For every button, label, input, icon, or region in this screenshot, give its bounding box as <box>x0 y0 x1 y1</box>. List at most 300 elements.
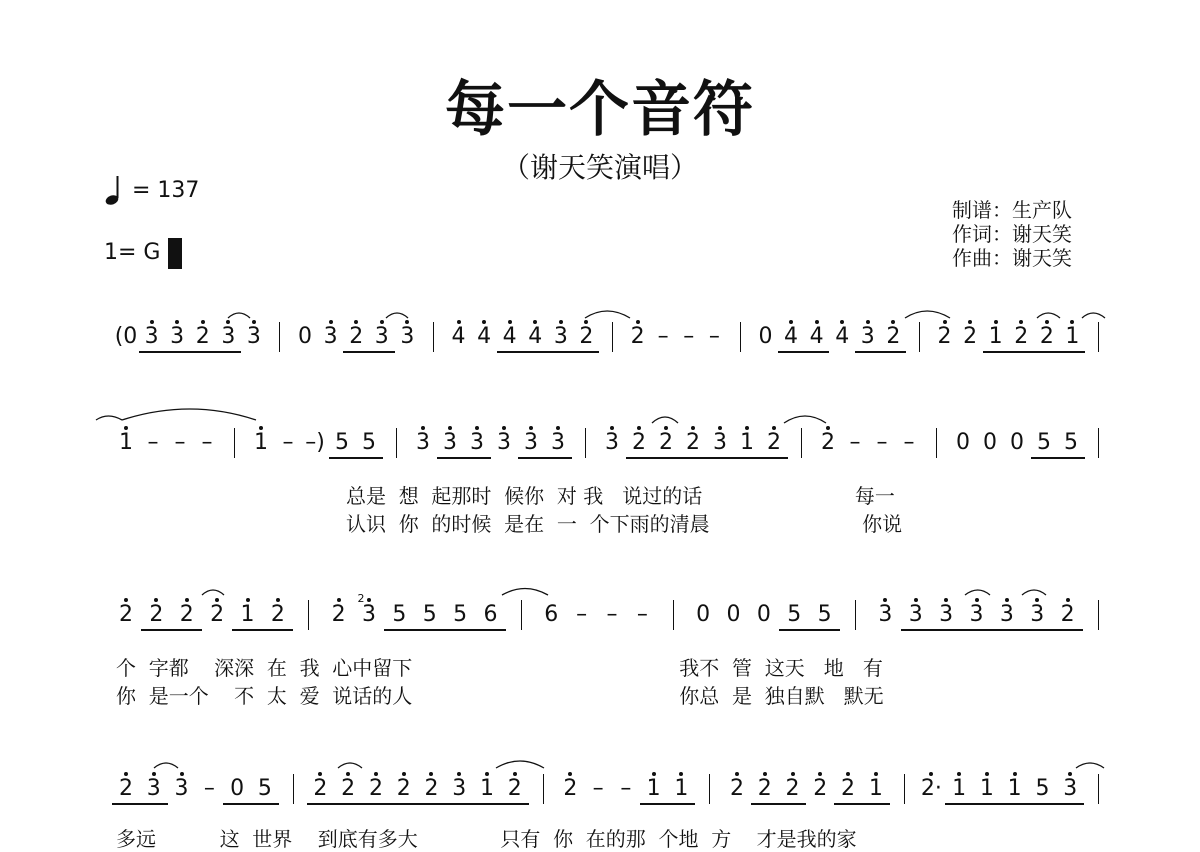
underline-beam <box>473 803 501 805</box>
underline-beam <box>522 351 548 353</box>
note: 3 <box>497 430 511 455</box>
underline-beam <box>1052 629 1082 631</box>
note: 2 <box>270 602 285 627</box>
underline-beam <box>190 351 216 353</box>
note: 5 <box>453 602 468 627</box>
octave-dot <box>636 320 640 324</box>
dash-sustain: – <box>657 324 669 349</box>
barline <box>740 322 741 352</box>
song-title: 每一个音符 <box>445 75 755 145</box>
note: 2 <box>767 430 781 455</box>
note: 2 <box>686 430 700 455</box>
underline-beam <box>574 351 600 353</box>
underline-beam <box>1034 351 1060 353</box>
dash-sustain: – <box>576 602 588 627</box>
note: 0 <box>1010 430 1024 455</box>
octave-dot <box>914 598 918 602</box>
underline-beam <box>329 457 356 459</box>
slur <box>502 589 548 596</box>
note: 1 <box>1007 776 1022 801</box>
note: (0 <box>114 324 138 349</box>
note: 5 <box>392 602 407 627</box>
note: 1 <box>646 776 661 801</box>
note: 4 <box>835 324 850 349</box>
underline-beam <box>418 803 446 805</box>
note: 2 <box>937 324 952 349</box>
octave-dot <box>180 772 184 776</box>
note: 4 <box>784 324 799 349</box>
tempo-marking <box>104 174 199 206</box>
note: 2 <box>729 776 744 801</box>
note: 2 <box>630 324 645 349</box>
note: 3 <box>400 324 415 349</box>
octave-dot <box>402 772 406 776</box>
underline-beam <box>834 803 862 805</box>
barline <box>433 322 434 352</box>
underline-beam <box>761 457 788 459</box>
octave-dot <box>152 772 156 776</box>
octave-dot <box>513 772 517 776</box>
slur <box>154 763 178 768</box>
key-text: 1= G <box>104 239 161 265</box>
octave-dot <box>380 320 384 324</box>
underline-beam <box>779 629 809 631</box>
underline-beam <box>437 457 464 459</box>
dash-sustain: – <box>282 430 294 455</box>
barline <box>936 428 937 458</box>
octave-dot <box>201 320 205 324</box>
underline-beam <box>384 629 414 631</box>
underline-beam <box>901 629 931 631</box>
octave-dot <box>124 598 128 602</box>
octave-dot <box>826 426 830 430</box>
underline-beam <box>501 803 529 805</box>
note: 3 <box>443 430 457 455</box>
note: 5 <box>817 602 832 627</box>
slur <box>122 409 256 420</box>
note: 1 <box>254 430 268 455</box>
octave-dot <box>791 772 795 776</box>
dash-sustain: – <box>636 602 648 627</box>
octave-dot <box>1045 320 1049 324</box>
underline-beam <box>1056 803 1084 805</box>
credit-lyrics: 作词：谢天笑 <box>952 222 1072 246</box>
note: 3 <box>362 602 376 627</box>
octave-dot <box>246 598 250 602</box>
underline-beam <box>992 629 1022 631</box>
slur <box>228 313 250 318</box>
octave-dot <box>556 426 560 430</box>
octave-dot <box>529 426 533 430</box>
octave-dot <box>874 772 878 776</box>
note: 0 <box>956 430 970 455</box>
octave-dot <box>485 772 489 776</box>
note: 3 <box>713 430 727 455</box>
dash-sustain: – <box>903 430 915 455</box>
slur <box>496 761 544 768</box>
octave-dot <box>1005 598 1009 602</box>
underline-beam <box>804 351 830 353</box>
underline-beam <box>475 629 505 631</box>
note: 1 <box>868 776 883 801</box>
dash-sustain: – <box>592 776 604 801</box>
barline <box>308 600 309 630</box>
note: 3 <box>524 430 538 455</box>
credit-composer: 作曲：谢天笑 <box>952 246 1072 270</box>
note: 3 <box>170 324 185 349</box>
note: 2 <box>1060 602 1075 627</box>
underline-beam <box>653 457 680 459</box>
slur <box>1037 313 1060 318</box>
note: 1 <box>952 776 967 801</box>
slur <box>338 763 362 768</box>
underline-beam <box>1058 457 1085 459</box>
slur <box>905 311 950 318</box>
dash-sustain: –) <box>305 430 325 455</box>
note: 4 <box>502 324 517 349</box>
note: 4 <box>528 324 543 349</box>
underline-beam <box>139 351 165 353</box>
barline <box>801 428 802 458</box>
underline-beam <box>263 629 293 631</box>
note: 1 <box>674 776 689 801</box>
note: 1 <box>979 776 994 801</box>
octave-dot <box>252 320 256 324</box>
note: 2 <box>119 602 133 627</box>
note: 2 <box>963 324 978 349</box>
underline-beam <box>334 803 362 805</box>
note: 5 <box>1037 430 1051 455</box>
credits <box>952 198 1072 270</box>
note: 3 <box>221 324 236 349</box>
note: 3 <box>551 430 565 455</box>
note: 5 <box>257 776 272 801</box>
note: 3 <box>553 324 568 349</box>
note: 2 <box>579 324 594 349</box>
octave-dot <box>866 320 870 324</box>
note: 2 <box>821 430 835 455</box>
note: 3 <box>999 602 1014 627</box>
octave-dot <box>457 320 461 324</box>
barline <box>1098 774 1099 804</box>
note: 2 <box>195 324 210 349</box>
octave-dot <box>337 598 341 602</box>
note: 5 <box>1035 776 1050 801</box>
underline-beam <box>251 803 279 805</box>
octave-dot <box>652 772 656 776</box>
underline-beam <box>1060 351 1086 353</box>
barline <box>904 774 905 804</box>
octave-dot <box>329 320 333 324</box>
dash-sustain: – <box>203 776 215 801</box>
note: 2 <box>368 776 383 801</box>
barline <box>919 322 920 352</box>
note: 3 <box>908 602 923 627</box>
note: 2 <box>563 776 578 801</box>
note: 3 <box>246 324 261 349</box>
note: 2 <box>313 776 328 801</box>
octave-dot <box>975 598 979 602</box>
octave-dot <box>664 426 668 430</box>
octave-dot <box>718 426 722 430</box>
underline-beam <box>445 803 473 805</box>
barline <box>1098 600 1099 630</box>
octave-dot <box>367 598 371 602</box>
note: 2 <box>785 776 800 801</box>
note: 2 <box>886 324 901 349</box>
note: 2 <box>210 602 225 627</box>
octave-dot <box>691 426 695 430</box>
octave-dot <box>124 772 128 776</box>
note: 2 <box>179 602 194 627</box>
octave-dot <box>421 426 425 430</box>
octave-dot <box>943 320 947 324</box>
key-signature <box>104 238 180 266</box>
note: 2 <box>119 776 133 801</box>
octave-dot <box>637 426 641 430</box>
octave-dot <box>124 426 128 430</box>
lyric-line: 多远 这 世界 到底有多大 只有 你 在的那 个地 方 才是我的家 <box>116 827 857 851</box>
underline-beam <box>216 351 242 353</box>
underline-beam <box>369 351 395 353</box>
octave-dot <box>772 426 776 430</box>
underline-beam <box>464 457 491 459</box>
octave-dot <box>1066 598 1070 602</box>
note: 2 <box>396 776 411 801</box>
note: 4 <box>809 324 824 349</box>
note: 3 <box>144 324 159 349</box>
note: 3 <box>878 602 893 627</box>
slur <box>965 590 990 595</box>
note: 1 <box>1065 324 1080 349</box>
underline-beam <box>518 457 545 459</box>
note: 5 <box>1064 430 1078 455</box>
barline <box>1098 322 1099 352</box>
underline-beam <box>356 457 383 459</box>
note: 1 <box>240 602 255 627</box>
note: 4 <box>451 324 466 349</box>
lyric-line: 个 字都 深深 在 我 心中留下 我不 管 这天 地 有 <box>116 656 883 680</box>
octave-dot <box>508 320 512 324</box>
note: 6 <box>544 602 559 627</box>
dash-sustain: – <box>683 324 695 349</box>
octave-dot <box>985 772 989 776</box>
underline-beam <box>1001 803 1029 805</box>
barline <box>585 428 586 458</box>
octave-dot <box>1013 772 1017 776</box>
note: 1 <box>119 430 133 455</box>
octave-dot <box>610 426 614 430</box>
underline-beam <box>961 629 991 631</box>
underline-beam <box>751 803 779 805</box>
underline-beam <box>1022 629 1052 631</box>
underline-beam <box>734 457 761 459</box>
note: 3 <box>452 776 467 801</box>
underline-beam <box>497 351 523 353</box>
note: 3 <box>374 324 389 349</box>
octave-dot <box>502 426 506 430</box>
dash-sustain: – <box>606 602 618 627</box>
note: 2 <box>1039 324 1054 349</box>
note: 3 <box>323 324 338 349</box>
note: 2 <box>757 776 772 801</box>
underline-beam <box>172 629 202 631</box>
underline-beam <box>931 629 961 631</box>
barline <box>612 322 613 352</box>
underline-beam <box>164 351 190 353</box>
dash-sustain: – <box>174 430 186 455</box>
note: 3 <box>969 602 984 627</box>
underline-beam <box>362 803 390 805</box>
dash-sustain: – <box>620 776 632 801</box>
underline-beam <box>548 351 574 353</box>
octave-dot <box>815 320 819 324</box>
barline <box>396 428 397 458</box>
note: 1 <box>740 430 754 455</box>
underline-beam <box>626 457 653 459</box>
note: 3 <box>1030 602 1045 627</box>
note: 3 <box>860 324 875 349</box>
note: 3 <box>939 602 954 627</box>
underline-beam <box>141 629 171 631</box>
note: 5 <box>335 430 349 455</box>
note: 3 <box>416 430 430 455</box>
note: 0 <box>756 602 771 627</box>
slur <box>585 311 630 318</box>
quarter-note-icon <box>104 174 124 206</box>
lyric-line: 认识 你 的时候 是在 一 个下雨的清晨 你说 <box>346 512 903 536</box>
octave-dot <box>763 772 767 776</box>
note: 3 <box>1063 776 1078 801</box>
underline-beam <box>945 803 973 805</box>
octave-dot <box>448 426 452 430</box>
underline-beam <box>640 803 668 805</box>
note: 2 <box>813 776 828 801</box>
underline-beam <box>809 629 839 631</box>
note: 2 <box>507 776 522 801</box>
note: 1 <box>480 776 495 801</box>
underline-beam <box>390 803 418 805</box>
note: 2· <box>920 776 942 801</box>
underline-beam <box>973 803 1001 805</box>
note: 2 <box>841 776 856 801</box>
barline <box>709 774 710 804</box>
underline-beam <box>112 803 140 805</box>
underline-beam <box>545 457 572 459</box>
note: 0 <box>230 776 245 801</box>
underline-beam <box>1029 803 1057 805</box>
underline-beam <box>415 629 445 631</box>
octave-dot <box>374 772 378 776</box>
octave-dot <box>259 426 263 430</box>
note: 3 <box>470 430 484 455</box>
note: 2 <box>1014 324 1029 349</box>
dash-sustain: – <box>849 430 861 455</box>
underline-beam <box>881 351 907 353</box>
barline <box>543 774 544 804</box>
underline-beam <box>223 803 251 805</box>
underline-beam <box>232 629 262 631</box>
octave-dot <box>559 320 563 324</box>
underline-beam <box>862 803 890 805</box>
note: 2 <box>341 776 356 801</box>
dash-sustain: – <box>876 430 888 455</box>
underline-beam <box>680 457 707 459</box>
octave-dot <box>994 320 998 324</box>
note: 3 <box>605 430 619 455</box>
note: 6 <box>483 602 498 627</box>
barline <box>279 322 280 352</box>
octave-dot <box>745 426 749 430</box>
underline-beam <box>343 351 369 353</box>
dash-sustain: – <box>201 430 213 455</box>
dash-sustain: – <box>708 324 720 349</box>
underline-beam <box>140 803 168 805</box>
underline-beam <box>779 803 807 805</box>
note: 2 <box>349 324 364 349</box>
slur <box>652 417 678 423</box>
octave-dot <box>150 320 154 324</box>
barline <box>673 600 674 630</box>
barline <box>1098 428 1099 458</box>
barline <box>234 428 235 458</box>
note: 5 <box>787 602 802 627</box>
dash-sustain: – <box>147 430 159 455</box>
song-subtitle: （谢天笑演唱） <box>501 151 698 184</box>
slur <box>96 416 122 420</box>
note: 0 <box>696 602 711 627</box>
underline-beam <box>307 803 335 805</box>
underline-beam <box>1031 457 1058 459</box>
note: 5 <box>362 430 376 455</box>
slur <box>784 416 826 423</box>
underline-beam <box>983 351 1009 353</box>
note: 0 <box>983 430 997 455</box>
time-signature <box>170 238 180 266</box>
octave-dot <box>185 598 189 602</box>
underline-beam <box>707 457 734 459</box>
underline-beam <box>668 803 696 805</box>
credit-notation: 制谱：生产队 <box>952 198 1072 222</box>
slur <box>1076 763 1104 768</box>
grace-note: 2 <box>357 592 365 605</box>
underline-beam <box>1008 351 1034 353</box>
slur <box>1022 590 1046 595</box>
note: 0 <box>726 602 741 627</box>
note: 1 <box>988 324 1003 349</box>
note: 2 <box>632 430 646 455</box>
note: 5 <box>422 602 437 627</box>
octave-dot <box>276 598 280 602</box>
note: 3 <box>146 776 161 801</box>
barline <box>521 600 522 630</box>
note: 2 <box>149 602 164 627</box>
lyric-line: 总是 想 起那时 候你 对 我 说过的话 每一 <box>346 484 895 508</box>
octave-dot <box>475 426 479 430</box>
note: 4 <box>477 324 492 349</box>
barline <box>855 600 856 630</box>
underline-beam <box>445 629 475 631</box>
note: 2 <box>424 776 439 801</box>
slur <box>202 590 224 595</box>
note: 0 <box>298 324 313 349</box>
note: 0 <box>758 324 773 349</box>
barline <box>293 774 294 804</box>
underline-beam <box>855 351 881 353</box>
slur <box>1082 313 1105 318</box>
tempo-value: = 137 <box>132 177 200 203</box>
note: 2 <box>659 430 673 455</box>
